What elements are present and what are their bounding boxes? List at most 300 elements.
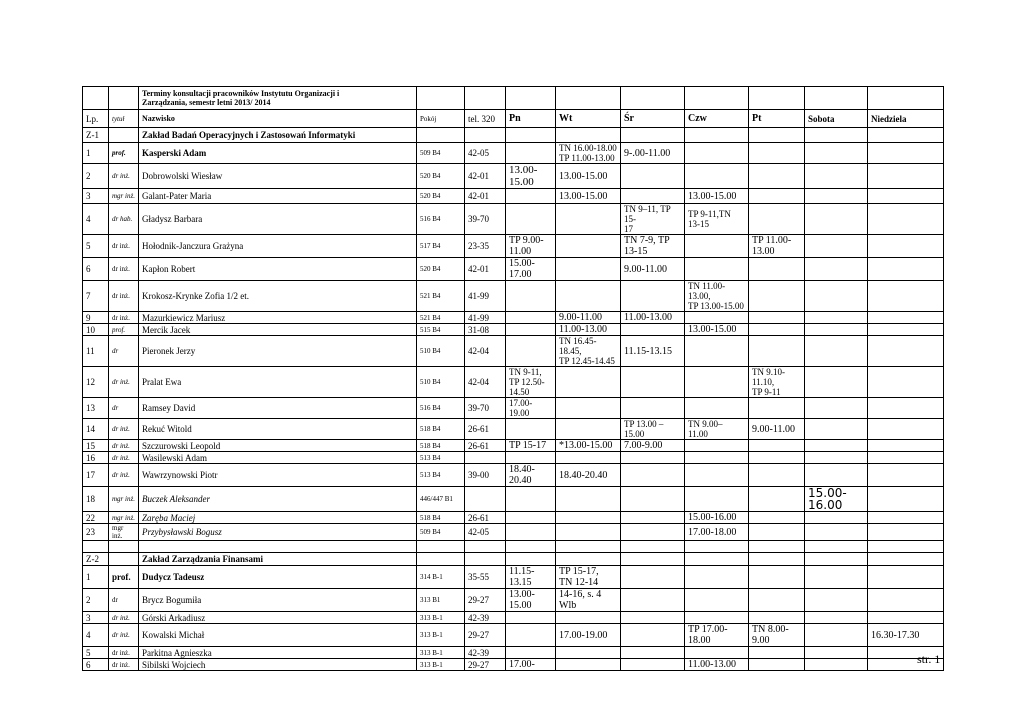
table-cell: 2 — [83, 164, 109, 189]
table-cell: 9.00-11.00 — [556, 312, 621, 324]
table-cell — [805, 612, 868, 624]
table-cell — [417, 553, 465, 566]
table-cell — [506, 128, 556, 143]
table-cell — [139, 541, 417, 553]
table-row — [83, 367, 944, 398]
table-cell: 10 — [83, 324, 109, 336]
table-cell: *13.00-15.00 — [556, 440, 621, 452]
table-cell: 9 — [83, 312, 109, 324]
table-cell: dr inż. — [109, 464, 139, 487]
table-cell — [621, 367, 685, 398]
table-cell — [868, 164, 944, 189]
table-cell: 16 — [83, 452, 109, 464]
table-cell: 9.00-11.00 — [621, 258, 685, 281]
table-cell — [556, 281, 621, 312]
table-cell: mgr inż. — [109, 189, 139, 204]
table-cell — [506, 524, 556, 541]
table-cell — [868, 367, 944, 398]
table-cell: 29-27 — [465, 624, 506, 647]
table-cell: dr inż. — [109, 624, 139, 647]
table-cell: TN 9-11, TP 12.50- 14.50 — [506, 367, 556, 398]
table-cell: 313 B1 — [417, 589, 465, 612]
table-cell — [749, 541, 805, 553]
table-cell — [685, 566, 749, 589]
table-cell: 4 — [83, 624, 109, 647]
table-cell — [621, 398, 685, 419]
table-cell: Kapłon Robert — [139, 258, 417, 281]
table-cell: prof. — [109, 324, 139, 336]
table-row — [83, 452, 944, 464]
table-row — [83, 553, 944, 566]
table-cell — [506, 189, 556, 204]
table-cell — [868, 324, 944, 336]
table-cell — [868, 524, 944, 541]
table-cell: 9.00-11.00 — [749, 419, 805, 440]
table-cell — [685, 647, 749, 659]
table-row — [83, 524, 944, 541]
table-cell: 13.00-15.00 — [556, 164, 621, 189]
table-cell — [685, 464, 749, 487]
table-cell: dr inż. — [109, 452, 139, 464]
table-cell: 18.40- 20.40 — [506, 464, 556, 487]
table-cell — [868, 398, 944, 419]
table-cell: Szczurowski Leopold — [139, 440, 417, 452]
table-cell — [556, 419, 621, 440]
table-cell: 11.00-13.00 — [621, 312, 685, 324]
table-cell: 11 — [83, 336, 109, 367]
table-cell — [805, 512, 868, 524]
table-cell — [805, 452, 868, 464]
table-cell: 29-27 — [465, 659, 506, 671]
table-cell — [685, 487, 749, 512]
table-cell: 26-61 — [465, 512, 506, 524]
table-cell: 1 — [83, 566, 109, 589]
table-cell — [621, 624, 685, 647]
table-cell: 3 — [83, 189, 109, 204]
header-cell: Sobota — [805, 110, 868, 128]
header-cell: Lp. — [83, 110, 109, 128]
table-cell — [749, 189, 805, 204]
table-cell — [621, 324, 685, 336]
table-cell: 22 — [83, 512, 109, 524]
table-cell: dr — [109, 398, 139, 419]
table-cell — [749, 566, 805, 589]
table-cell: 16.30-17.30 — [868, 624, 944, 647]
table-row — [83, 541, 944, 553]
table-cell: 13.00- 15.00 — [506, 164, 556, 189]
table-cell — [621, 524, 685, 541]
table-cell — [621, 553, 685, 566]
table-cell: 42-39 — [465, 612, 506, 624]
table-cell — [685, 128, 749, 143]
table-cell — [506, 512, 556, 524]
table-cell: TN 16.45-18.45, TP 12.45-14.45 — [556, 336, 621, 367]
table-cell — [685, 440, 749, 452]
table-cell — [805, 204, 868, 235]
table-cell — [868, 440, 944, 452]
table-cell: Brycz Bogumiła — [139, 589, 417, 612]
table-cell: 11.00-13.00 — [685, 659, 749, 671]
table-cell: 23 — [83, 524, 109, 541]
table-cell — [749, 398, 805, 419]
table-cell — [805, 553, 868, 566]
table-cell: mgr inż. — [109, 512, 139, 524]
table-cell: Galant-Pater Maria — [139, 189, 417, 204]
table-cell — [621, 566, 685, 589]
table-cell: TN 16.00-18.00 TP 11.00-13.00 — [556, 143, 621, 164]
table-cell — [556, 398, 621, 419]
table-cell — [749, 440, 805, 452]
table-row — [83, 235, 944, 258]
table-row — [83, 336, 944, 367]
table-cell: mgr inż. — [109, 524, 139, 541]
table-row — [83, 258, 944, 281]
table-cell: 5 — [83, 647, 109, 659]
table-cell: 313 B-1 — [417, 647, 465, 659]
table-cell — [749, 143, 805, 164]
table-cell: Zakład Badań Operacyjnych i Zastosowań Informatyki — [139, 128, 417, 143]
table-cell — [868, 566, 944, 589]
table-cell — [749, 312, 805, 324]
table-cell: dr inż. — [109, 367, 139, 398]
table-row — [83, 128, 944, 143]
table-cell: 2 — [83, 589, 109, 612]
table-cell — [749, 204, 805, 235]
table-cell: 518 B4 — [417, 440, 465, 452]
header-cell: tytuł — [109, 110, 139, 128]
header-cell: Wt — [556, 110, 621, 128]
table-cell: 4 — [83, 204, 109, 235]
table-cell: 13 — [83, 398, 109, 419]
table-cell: 3 — [83, 612, 109, 624]
table-cell: 9-.00-11.00 — [621, 143, 685, 164]
table-cell — [805, 440, 868, 452]
table-cell — [868, 553, 944, 566]
table-cell — [805, 281, 868, 312]
table-cell: 42-05 — [465, 524, 506, 541]
table-cell — [868, 204, 944, 235]
table-cell — [805, 464, 868, 487]
table-cell: 313 B-1 — [417, 659, 465, 671]
table-cell — [621, 647, 685, 659]
table-cell: 17 — [83, 464, 109, 487]
table-cell — [556, 541, 621, 553]
table-cell — [805, 647, 868, 659]
table-cell — [556, 553, 621, 566]
table-cell: 520 B4 — [417, 258, 465, 281]
table-cell — [868, 128, 944, 143]
table-cell: TP 15-17, TN 12-14 — [556, 566, 621, 589]
table-cell — [685, 398, 749, 419]
table-cell — [556, 647, 621, 659]
table-cell — [465, 128, 506, 143]
table-cell — [506, 204, 556, 235]
table-cell — [749, 258, 805, 281]
table-row — [83, 204, 944, 235]
table-cell — [868, 612, 944, 624]
table-cell — [506, 647, 556, 659]
table-cell — [506, 487, 556, 512]
table-cell: TN 11.00-13.00, TP 13.00-15.00 — [685, 281, 749, 312]
table-cell — [556, 452, 621, 464]
table-cell — [868, 541, 944, 553]
table-cell — [685, 143, 749, 164]
table-cell — [868, 336, 944, 367]
table-cell: 31-08 — [465, 324, 506, 336]
table-cell — [109, 553, 139, 566]
table-cell: 15.00-16.00 — [685, 512, 749, 524]
table-cell: 446/447 B1 — [417, 487, 465, 512]
table-cell — [749, 164, 805, 189]
table-cell: 13.00- 15.00 — [506, 589, 556, 612]
table-row — [83, 647, 944, 659]
table-cell: 513 B4 — [417, 452, 465, 464]
table-cell: 17.00-18.00 — [685, 524, 749, 541]
table-cell — [868, 419, 944, 440]
table-cell: Buczek Aleksander — [139, 487, 417, 512]
table-cell — [868, 487, 944, 512]
table-cell — [805, 336, 868, 367]
table-cell: 11.15-13.15 — [621, 336, 685, 367]
table-cell: 521 B4 — [417, 281, 465, 312]
table-cell — [506, 419, 556, 440]
table-cell: Z-1 — [83, 128, 109, 143]
table-cell — [685, 541, 749, 553]
table-cell: 510 B4 — [417, 336, 465, 367]
table-cell — [621, 659, 685, 671]
table-cell: 35-55 — [465, 566, 506, 589]
table-row — [83, 464, 944, 487]
table-cell: Dobrowolski Wiesław — [139, 164, 417, 189]
table-cell: Wasilewski Adam — [139, 452, 417, 464]
table-cell: 39-70 — [465, 398, 506, 419]
table-cell: 26-61 — [465, 419, 506, 440]
table-cell — [506, 624, 556, 647]
table-cell — [556, 204, 621, 235]
table-cell — [417, 128, 465, 143]
table-cell — [556, 524, 621, 541]
table-cell — [749, 452, 805, 464]
table-cell — [805, 312, 868, 324]
table-cell: 42-04 — [465, 336, 506, 367]
table-cell — [506, 312, 556, 324]
table-cell: 39-00 — [465, 464, 506, 487]
table-cell — [621, 487, 685, 512]
table-cell — [621, 464, 685, 487]
table-cell: Przybysławski Bogusz — [139, 524, 417, 541]
table-cell — [868, 589, 944, 612]
table-cell — [749, 589, 805, 612]
table-cell: Sibilski Wojciech — [139, 659, 417, 671]
table-cell: 6 — [83, 258, 109, 281]
table-cell: TP 9.00- 11.00 — [506, 235, 556, 258]
table-cell: 29-27 — [465, 589, 506, 612]
header-cell: Pn — [506, 110, 556, 128]
table-cell — [506, 281, 556, 312]
table-cell — [556, 487, 621, 512]
consultation-schedule-table — [82, 86, 944, 671]
table-cell — [805, 524, 868, 541]
table-cell: 14-16, s. 4 Wlb — [556, 589, 621, 612]
table-cell: dr inż. — [109, 164, 139, 189]
table-cell: Mazurkiewicz Mariusz — [139, 312, 417, 324]
table-row — [83, 659, 944, 671]
table-cell — [805, 659, 868, 671]
table-cell: dr — [109, 336, 139, 367]
table-cell: mgr inż. — [109, 487, 139, 512]
table-cell — [868, 281, 944, 312]
table-cell: 26-61 — [465, 440, 506, 452]
table-cell — [506, 553, 556, 566]
table-cell: TN 9–11, TP 15- 17 — [621, 204, 685, 235]
table-cell — [749, 524, 805, 541]
table-row — [83, 589, 944, 612]
document-title: Terminy konsultacji pracowników Instytutu Organizacji i Zarządzania, semestr letni 2013/ 2014 — [139, 87, 417, 110]
table-cell — [805, 258, 868, 281]
table-cell — [805, 367, 868, 398]
table-cell — [868, 512, 944, 524]
table-cell — [417, 541, 465, 553]
table-cell: 18.40-20.40 — [556, 464, 621, 487]
table-row — [83, 312, 944, 324]
table-cell — [685, 336, 749, 367]
table-cell: TP 13.00 – 15.00 — [621, 419, 685, 440]
table-cell — [556, 612, 621, 624]
table-cell — [685, 452, 749, 464]
table-cell — [685, 612, 749, 624]
table-cell — [506, 541, 556, 553]
table-cell — [506, 143, 556, 164]
table-cell: dr inż. — [109, 419, 139, 440]
table-cell — [805, 541, 868, 553]
header-cell: tel. 320 — [465, 110, 506, 128]
table-cell: Dudycz Tadeusz — [139, 566, 417, 589]
table-cell — [749, 487, 805, 512]
table-cell — [621, 589, 685, 612]
table-cell: 7 — [83, 281, 109, 312]
table-cell — [749, 512, 805, 524]
table-cell: Gładysz Barbara — [139, 204, 417, 235]
table-cell — [621, 541, 685, 553]
table-cell: 15.00- 17.00 — [506, 258, 556, 281]
table-row — [83, 612, 944, 624]
table-cell: 517 B4 — [417, 235, 465, 258]
table-cell: Mercik Jacek — [139, 324, 417, 336]
table-cell — [556, 367, 621, 398]
table-cell — [109, 541, 139, 553]
table-cell: TN 7-9, TP 13-15 — [621, 235, 685, 258]
table-row — [83, 398, 944, 419]
table-cell: 14 — [83, 419, 109, 440]
table-cell: 13.00-15.00 — [685, 189, 749, 204]
table-cell — [749, 464, 805, 487]
table-cell — [621, 128, 685, 143]
title-row — [83, 87, 944, 110]
table-row — [83, 566, 944, 589]
table-cell: dr inż. — [109, 440, 139, 452]
table-cell: dr inż. — [109, 659, 139, 671]
table-cell — [685, 367, 749, 398]
table-cell — [749, 128, 805, 143]
table-cell — [749, 336, 805, 367]
table-cell: 313 B-1 — [417, 612, 465, 624]
table-cell — [621, 452, 685, 464]
table-cell — [805, 189, 868, 204]
table-cell: dr hab. — [109, 204, 139, 235]
table-cell: 314 B-1 — [417, 566, 465, 589]
table-cell — [556, 128, 621, 143]
table-cell: Krokosz-Krynke Zofia 1/2 et. — [139, 281, 417, 312]
table-cell — [805, 624, 868, 647]
table-cell — [685, 258, 749, 281]
table-cell: 12 — [83, 367, 109, 398]
table-cell — [109, 128, 139, 143]
table-cell — [805, 128, 868, 143]
table-cell: 18 — [83, 487, 109, 512]
table-cell — [621, 189, 685, 204]
table-cell: 39-70 — [465, 204, 506, 235]
table-cell — [685, 312, 749, 324]
table-cell: 513 B4 — [417, 464, 465, 487]
table-cell: 42-39 — [465, 647, 506, 659]
table-cell: 520 B4 — [417, 164, 465, 189]
table-row — [83, 512, 944, 524]
page-number: str. 1 — [917, 652, 941, 666]
table-cell: TN 9.10-11.10, TP 9-11 — [749, 367, 805, 398]
table-row — [83, 164, 944, 189]
header-cell: Pokój — [417, 110, 465, 128]
table-cell — [506, 452, 556, 464]
table-cell: Ramsey David — [139, 398, 417, 419]
table-cell: 15.00- 16.00 — [805, 487, 868, 512]
table-cell — [556, 258, 621, 281]
table-cell: TN 9.00– 11.00 — [685, 419, 749, 440]
table-cell: Pralat Ewa — [139, 367, 417, 398]
table-cell — [506, 612, 556, 624]
table-cell: 520 B4 — [417, 189, 465, 204]
table-cell — [868, 235, 944, 258]
table-cell: 515 B4 — [417, 324, 465, 336]
table-cell — [749, 324, 805, 336]
table-cell: 17.00-19.00 — [556, 624, 621, 647]
table-cell: 17.00- — [506, 659, 556, 671]
table-cell — [556, 235, 621, 258]
header-row — [83, 110, 944, 128]
table-cell: Zakład Zarządzania Finansami — [139, 553, 417, 566]
table-cell: 41-99 — [465, 281, 506, 312]
table-cell: 42-01 — [465, 258, 506, 281]
table-row — [83, 624, 944, 647]
table-cell — [868, 452, 944, 464]
table-cell: Pieronek Jerzy — [139, 336, 417, 367]
table-cell: 6 — [83, 659, 109, 671]
table-cell: Rekuć Witold — [139, 419, 417, 440]
table-cell: 518 B4 — [417, 512, 465, 524]
table-cell — [621, 281, 685, 312]
table-cell: 518 B4 — [417, 419, 465, 440]
table-cell: Zaręba Maciej — [139, 512, 417, 524]
table-cell: Kasperski Adam — [139, 143, 417, 164]
table-cell — [556, 659, 621, 671]
table-cell — [83, 541, 109, 553]
table-row — [83, 324, 944, 336]
table-cell — [506, 336, 556, 367]
table-cell: 41-99 — [465, 312, 506, 324]
table-cell: 11.15- 13.15 — [506, 566, 556, 589]
table-cell — [465, 541, 506, 553]
table-cell: 17.00-19.00 — [506, 398, 556, 419]
table-cell: 42-01 — [465, 164, 506, 189]
